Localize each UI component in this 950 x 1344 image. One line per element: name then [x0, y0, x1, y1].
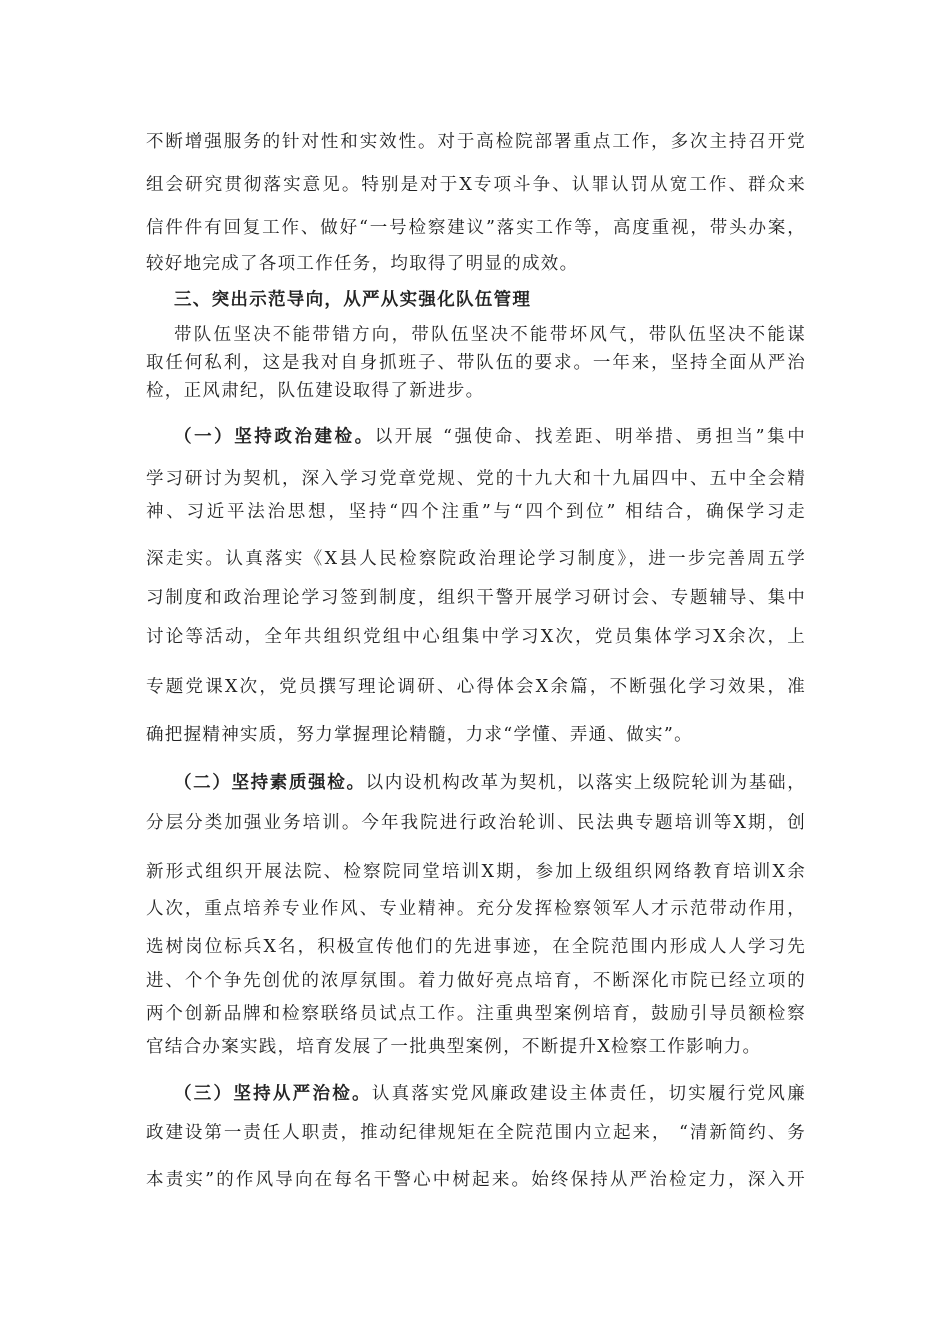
text-line: 人次，重点培养专业作风、专业精神。充分发挥检察领军人才示范带动作用， — [146, 899, 806, 919]
subheading: （二）坚持素质强检。 — [174, 773, 366, 793]
text-line: 较好地完成了各项工作任务，均取得了明显的成效。 — [146, 254, 579, 274]
text-span: 认真落实党风廉政建设主体责任，切实履行党风廉 — [371, 1084, 806, 1104]
text-line: 学习研讨为契机，深入学习党章党规、党的十九大和十九届四中、五中全会精 — [146, 469, 806, 489]
text-line: 习制度和政治理论学习签到制度，组织干警开展学习研讨会、专题辅导、集中 — [146, 588, 806, 608]
subheading: （三）坚持从严治检。 — [174, 1084, 372, 1104]
subheading: （一）坚持政治建检。 — [174, 427, 375, 447]
text-line: 检，正风肃纪，队伍建设取得了新进步。 — [146, 381, 485, 401]
text-line: 讨论等活动，全年共组织党组中心组集中学习X次，党员集体学习X余次，上 — [146, 627, 806, 647]
text-line: 本责实”的作风导向在每名干警心中树起来。始终保持从严治检定力，深入开 — [146, 1170, 806, 1190]
text-line: 政建设第一责任人职责，推动纪律规矩在全院范围内立起来， “清新简约、务 — [146, 1123, 806, 1143]
text-line: 专题党课X次，党员撰写理论调研、心得体会X余篇，不断强化学习效果，准 — [146, 677, 806, 697]
text-line: 新形式组织开展法院、检察院同堂培训X期，参加上级组织网络教育培训X余 — [146, 862, 806, 882]
text-line: 分层分类加强业务培训。今年我院进行政治轮训、民法典专题培训等X期，创 — [146, 813, 806, 833]
text-line — [174, 771, 806, 795]
text-line: 确把握精神实质，努力掌握理论精髓，力求“学懂、弄通、做实”。 — [146, 725, 693, 745]
text-line: 神、习近平法治思想，坚持“四个注重”与“四个到位” 相结合，确保学习走 — [146, 502, 806, 522]
text-line: 取任何私利，这是我对自身抓班子、带队伍的要求。一年来，坚持全面从严治 — [146, 353, 806, 373]
section-heading: 三、突出示范导向，从严从实强化队伍管理 — [174, 290, 532, 310]
text-span: 以内设机构改革为契机，以落实上级院轮训为基础， — [365, 773, 806, 793]
text-line: 选树岗位标兵X名，积极宣传他们的先进事迹，在全院范围内形成人人学习先 — [146, 937, 806, 957]
text-line: 官结合办案实践，培育发展了一批典型案例，不断提升X检察工作影响力。 — [146, 1037, 762, 1057]
text-line: 信件件有回复工作、做好“一号检察建议”落实工作等，高度重视，带头办案， — [146, 218, 806, 238]
text-line: 两个创新品牌和检察联络员试点工作。注重典型案例培育，鼓励引导员额检察 — [146, 1004, 806, 1024]
text-line: 不断增强服务的针对性和实效性。对于高检院部署重点工作，多次主持召开党 — [146, 132, 806, 152]
text-span: 以开展 “强使命、找差距、明举措、勇担当”集中 — [374, 427, 806, 447]
text-line: 深走实。认真落实《X县人民检察院政治理论学习制度》，进一步完善周五学 — [146, 549, 806, 569]
text-line: 组会研究贯彻落实意见。特别是对于X专项斗争、认罪认罚从宽工作、群众来 — [146, 175, 806, 195]
text-line: 带队伍坚决不能带错方向，带队伍坚决不能带坏风气，带队伍坚决不能谋 — [174, 325, 806, 345]
text-line — [174, 1082, 806, 1106]
text-line: 进、个个争先创优的浓厚氛围。着力做好亮点培育，不断深化市院已经立项的 — [146, 971, 806, 991]
text-line — [174, 425, 806, 449]
